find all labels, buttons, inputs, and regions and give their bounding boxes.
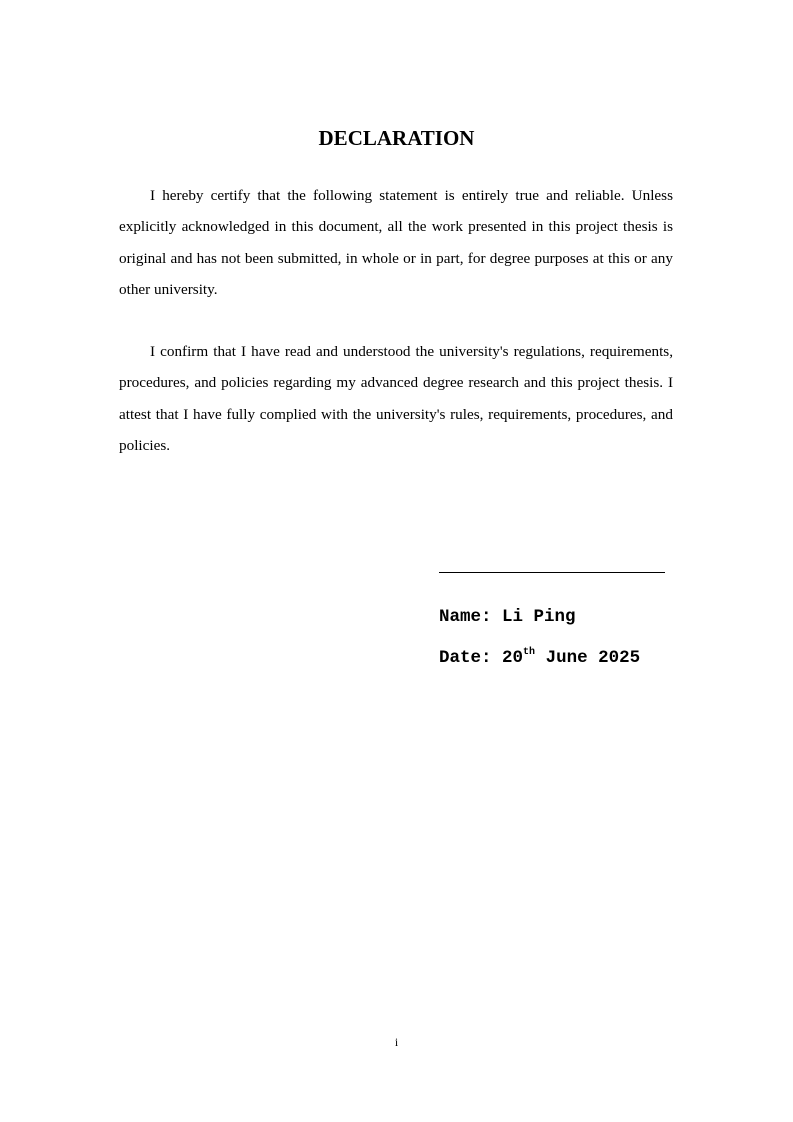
- date-rest: June 2025: [545, 648, 641, 668]
- name-value: Li Ping: [502, 607, 576, 627]
- signature-block: [439, 560, 699, 668]
- signature-date: [439, 645, 640, 671]
- page-title: DECLARATION: [318, 126, 475, 150]
- page-number: i: [394, 1035, 399, 1049]
- signature-name: [439, 604, 576, 630]
- name-label: Name:: [439, 607, 492, 627]
- date-suffix: th: [523, 647, 536, 658]
- signature-line: [439, 560, 665, 573]
- declaration-paragraph-1: I hereby certify that the following statement is entirely true and reliable. Unless explicitly acknowledged in this document, all the work presented in this project thesis is original and has not been submitted, in whole or in part, for degree purposes at this or any other university.: [119, 187, 673, 298]
- date-day: 20: [502, 648, 524, 668]
- date-label: Date:: [439, 648, 492, 668]
- declaration-paragraph-2: I confirm that I have read and understood the university's regulations, requirements, procedures, and policies regarding my advanced degree research and this project thesis. I attest that I have fully complied with the university's rules, requirements, procedures, and policies.: [119, 343, 673, 454]
